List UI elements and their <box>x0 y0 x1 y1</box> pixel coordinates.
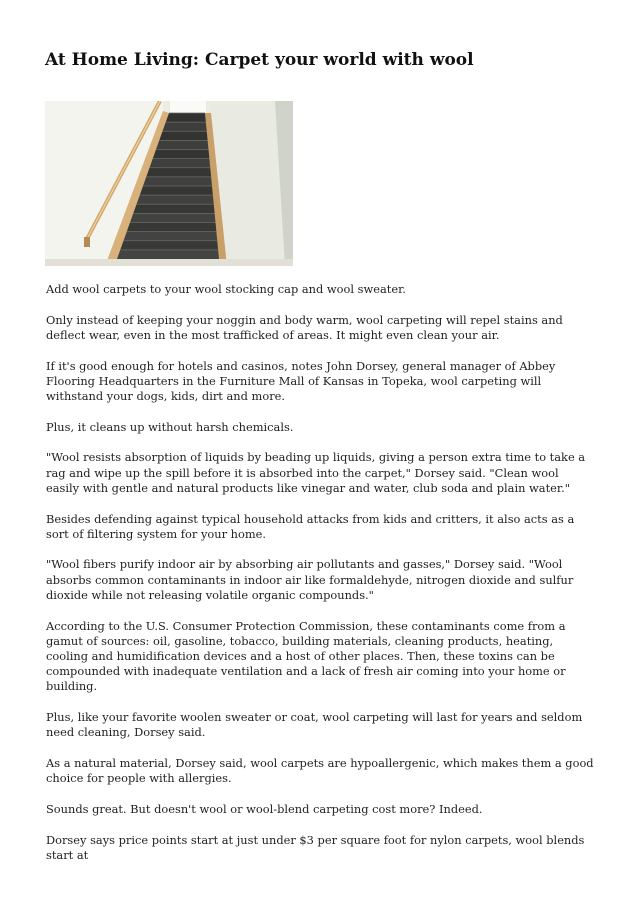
stair-step <box>150 159 211 168</box>
article-title: At Home Living: Carpet your world with wool <box>45 50 474 70</box>
stair-step <box>153 150 210 159</box>
paragraph: Only instead of keeping your noggin and body warm, wool carpeting will repel stains and deflect wear, even in the most trafficked of areas. It might even clean your air. <box>46 312 563 342</box>
paragraph: Plus, like your favorite woolen sweater or coat, wool carpeting will last for years and seldom need cleaning, Dorsey said. <box>46 710 583 740</box>
stair-step <box>156 140 209 149</box>
paragraph: Plus, it cleans up without harsh chemicals. <box>46 419 294 434</box>
paragraph: Besides defending against typical household attacks from kids and critters, it also acts as a sort of filtering system for your home. <box>46 511 575 541</box>
article-body <box>46 282 594 878</box>
stair-step <box>140 186 213 195</box>
paragraph: Add wool carpets to your wool stocking cap and wool sweater. <box>46 282 406 296</box>
paragraph: As a natural material, Dorsey said, wool carpets are hypoallergenic, which makes them a good choice for people with allergies. <box>46 755 594 786</box>
stair-step <box>163 122 207 131</box>
stair-step <box>137 195 214 204</box>
stair-step <box>124 232 218 241</box>
stair-step <box>127 223 217 232</box>
paragraph: "Wool resists absorption of liquids by beading up liquids, giving a person extra time to take a rag and wipe up the spill before it is absorbed into the carpet," Dorsey said. "Clean wool easily with gentle and natural products like vinegar and water, club soda and plain water." <box>46 450 586 495</box>
stair-step <box>146 168 211 177</box>
stair-step <box>166 113 206 122</box>
paragraph: Dorsey says price points start at just under $3 per square foot for nylon carpets, wool blends start at <box>46 832 585 862</box>
paragraph: If it's good enough for hotels and casinos, notes John Dorsey, general manager of Abbey Flooring Headquarters in the Furniture Mall of Kansas in Topeka, wool carpeting will withstand your dogs, kids, dirt and more. <box>46 358 556 404</box>
stair-step <box>133 204 214 213</box>
stair-step <box>130 213 216 222</box>
stair-step <box>143 177 212 186</box>
staircase-photo <box>45 101 293 266</box>
stair-step <box>159 131 207 140</box>
paragraph: Sounds great. But doesn't wool or wool-blend carpeting cost more? Indeed. <box>46 801 483 816</box>
paragraph: According to the U.S. Consumer Protection Commission, these contaminants come from a gamut of sources: oil, gasoline, tobacco, building materials, cleaning products, heating, cooling and humidification devices and a host of other places. Then, these toxins can be compounded with inadequate ventilation and a lack of fresh air coming into your home or building. <box>46 618 566 694</box>
stair-step <box>117 250 219 259</box>
paragraph: "Wool fibers purify indoor air by absorbing air pollutants and gasses," Dorsey said. "Wool absorbs common contaminants in indoor air like formaldehyde, nitrogen dioxide and sulfur dioxide while not releasing volatile organic compounds." <box>46 557 574 602</box>
stair-step <box>120 241 218 250</box>
